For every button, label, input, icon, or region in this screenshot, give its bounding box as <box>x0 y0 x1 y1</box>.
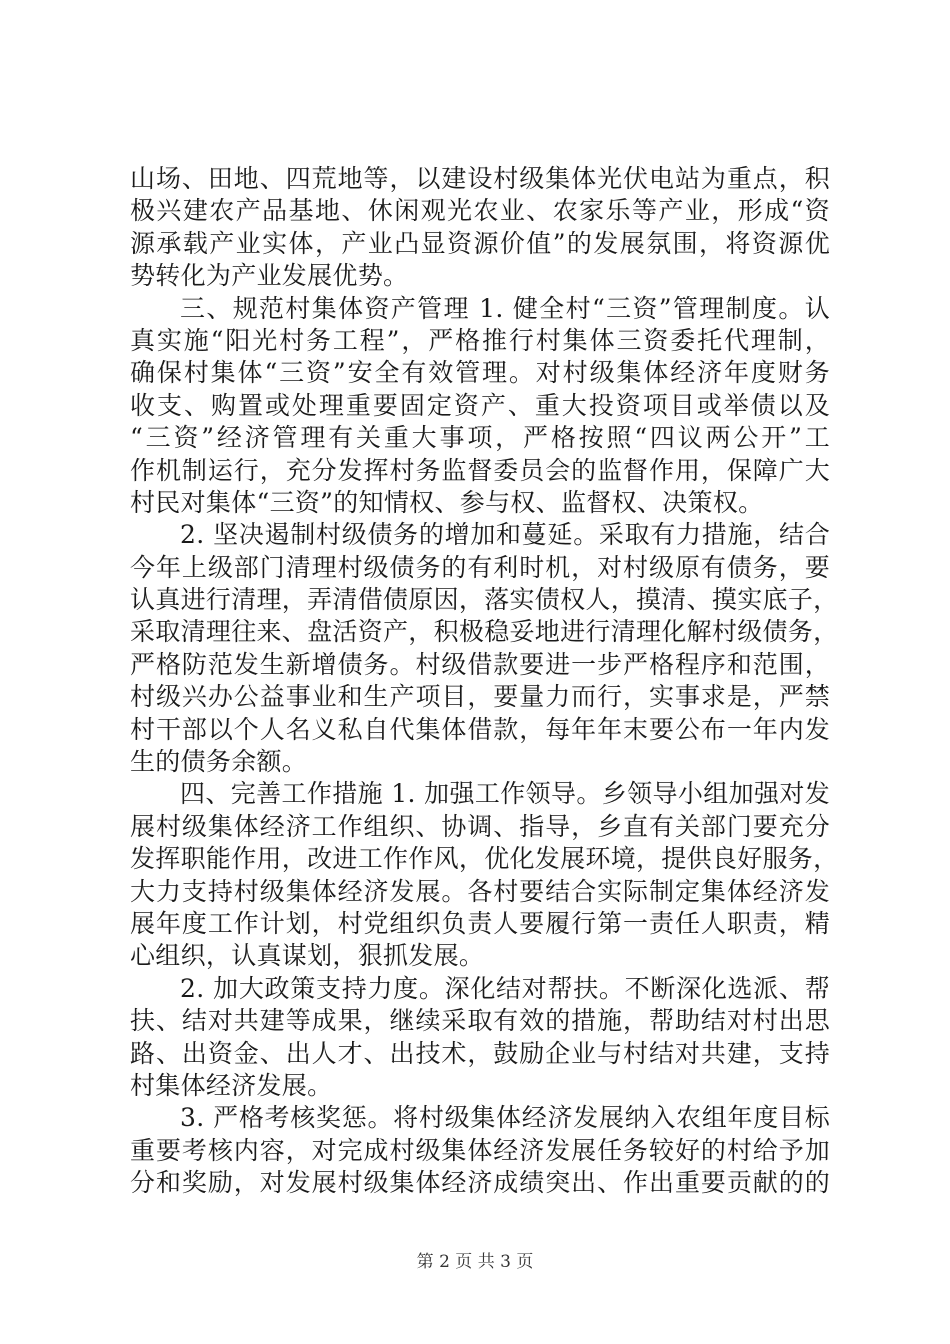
text-line: 重要考核内容，对完成村级集体经济发展任务较好的村给予加 <box>130 1135 830 1165</box>
text-line: 心组织，认真谋划，狠抓发展。 <box>130 941 485 971</box>
text-line: “三资”经济管理有关重大事项，严格按照“四议两公开”工 <box>130 423 830 453</box>
page-number-footer: 第 2 页 共 3 页 <box>416 1252 534 1272</box>
text-line: 展年度工作计划，村党组织负责人要履行第一责任人职责，精 <box>130 908 830 938</box>
text-line: 村干部以个人名义私自代集体借款，每年年末要公布一年内发 <box>130 714 830 744</box>
text-line: 3. 严格考核奖惩。将村级集体经济发展纳入农组年度目标 <box>180 1103 830 1133</box>
text-line: 四、完善工作措施 1. 加强工作领导。乡领导小组加强对发 <box>180 779 830 809</box>
text-line: 村级兴办公益事业和生产项目，要量力而行，实事求是，严禁 <box>130 682 830 712</box>
text-line: 扶、结对共建等成果，继续采取有效的措施，帮助结对村出思 <box>130 1006 830 1036</box>
text-line: 严格防范发生新增债务。村级借款要进一步严格程序和范围， <box>130 649 830 679</box>
text-line: 认真进行清理，弄清借债原因，落实债权人，摸清、摸实底子， <box>130 585 839 615</box>
text-line: 今年上级部门清理村级债务的有利时机，对村级原有债务，要 <box>130 552 830 582</box>
text-line: 分和奖励，对发展村级集体经济成绩突出、作出重要贡献的的 <box>130 1168 830 1198</box>
text-line: 采取清理往来、盘活资产，积极稳妥地进行清理化解村级债务， <box>130 617 839 647</box>
text-line: 路、出资金、出人才、出技术，鼓励企业与村结对共建，支持 <box>130 1038 830 1068</box>
text-line: 确保村集体“三资”安全有效管理。对村级集体经济年度财务 <box>130 358 830 388</box>
text-line: 展村级集体经济工作组织、协调、指导，乡直有关部门要充分 <box>130 811 830 841</box>
text-line: 村集体经济发展。 <box>130 1070 333 1100</box>
text-line: 势转化为产业发展优势。 <box>130 261 409 291</box>
text-line: 山场、田地、四荒地等，以建设村级集体光伏电站为重点，积 <box>130 164 830 193</box>
text-line: 收支、购置或处理重要固定资产、重大投资项目或举债以及 <box>130 390 830 420</box>
text-line: 2. 加大政策支持力度。深化结对帮扶。不断深化选派、帮 <box>180 973 830 1003</box>
text-line: 村民对集体“三资”的知情权、参与权、监督权、决策权。 <box>130 487 764 517</box>
text-line: 作机制运行，充分发挥村务监督委员会的监督作用，保障广大 <box>130 455 830 485</box>
text-line: 源承载产业实体，产业凸显资源价值”的发展氛围，将资源优 <box>130 228 830 258</box>
text-line: 大力支持村级集体经济发展。各村要结合实际制定集体经济发 <box>130 876 830 906</box>
text-line: 三、规范村集体资产管理 1. 健全村“三资”管理制度。认 <box>180 293 830 323</box>
document-body <box>130 163 839 1200</box>
text-line: 极兴建农产品基地、休闲观光农业、农家乐等产业，形成“资 <box>130 196 830 226</box>
text-line: 生的债务余额。 <box>130 747 308 777</box>
text-line: 真实施“阳光村务工程”，严格推行村集体三资委托代理制， <box>130 325 830 355</box>
text-line: 发挥职能作用，改进工作作风，优化发展环境，提供良好服务， <box>130 844 839 874</box>
text-line: 2. 坚决遏制村级债务的增加和蔓延。采取有力措施，结合 <box>180 520 830 550</box>
